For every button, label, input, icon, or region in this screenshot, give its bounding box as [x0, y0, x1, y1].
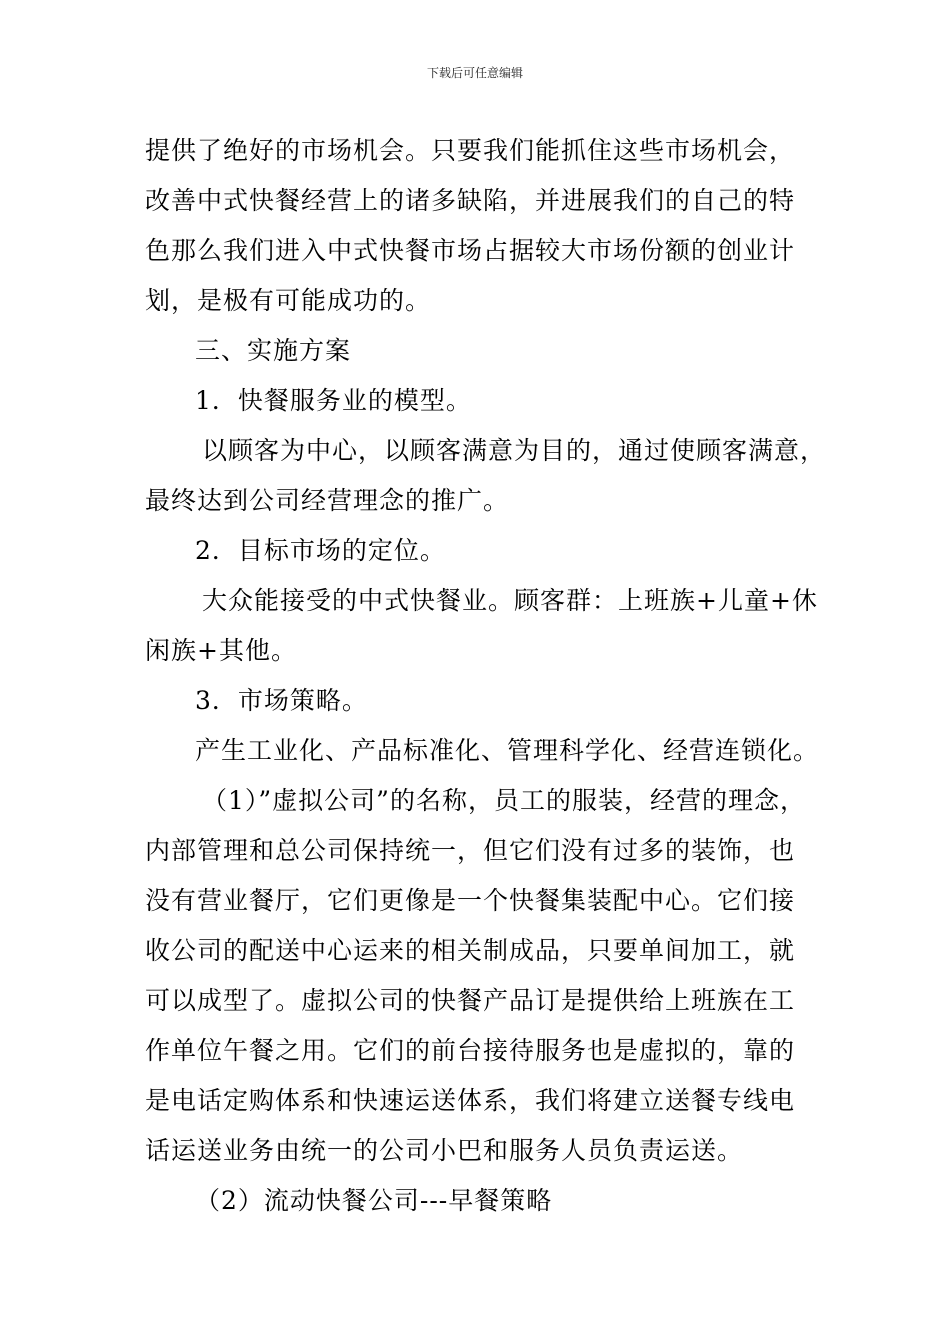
paragraph-line: 2．目标市场的定位。: [195, 536, 446, 565]
paragraph-line: 最终达到公司经营理念的推广。: [145, 486, 510, 515]
paragraph-line: 划，是极有可能成功的。: [145, 286, 432, 315]
paragraph-line: 话运送业务由统一的公司小巴和服务人员负责运送。: [145, 1136, 744, 1165]
paragraph-line: （1）”虚拟公司”的名称，员工的服装，经营的理念，: [202, 786, 806, 815]
paragraph-line: 色那么我们进入中式快餐市场占据较大市场份额的创业计: [145, 236, 796, 265]
paragraph-line: 3．市场策略。: [195, 686, 368, 715]
paragraph-line: 改善中式快餐经营上的诸多缺陷，并进展我们的自己的特: [145, 186, 796, 215]
paragraph-line: 没有营业餐厅，它们更像是一个快餐集装配中心。它们接: [145, 886, 796, 915]
paragraph-line: 1．快餐服务业的模型。: [195, 386, 472, 415]
paragraph-line: 内部管理和总公司保持统一，但它们没有过多的装饰，也: [145, 836, 796, 865]
paragraph-line: 产生工业化、产品标准化、管理科学化、经营连锁化。: [195, 736, 820, 765]
paragraph-line: 以顾客为中心，以顾客满意为目的，通过使顾客满意，: [202, 436, 827, 465]
paragraph-line: 收公司的配送中心运来的相关制成品，只要单间加工，就: [145, 936, 796, 965]
paragraph-line: 大众能接受的中式快餐业。顾客群：上班族+儿童+休: [202, 586, 818, 615]
paragraph-line: 是电话定购体系和快速运送体系，我们将建立送餐专线电: [145, 1086, 796, 1115]
paragraph-line: 提供了绝好的市场机会。只要我们能抓住这些市场机会，: [145, 136, 796, 165]
page-header: 下载后可任意编辑: [426, 66, 523, 80]
document-body: [145, 126, 835, 1226]
paragraph-line: （2）流动快餐公司---早餐策略: [195, 1186, 553, 1215]
paragraph-line: 作单位午餐之用。它们的前台接待服务也是虚拟的，靠的: [145, 1036, 796, 1065]
paragraph-line: 可以成型了。虚拟公司的快餐产品订是提供给上班族在工: [145, 986, 796, 1015]
paragraph-line: 闲族+其他。: [145, 636, 297, 665]
paragraph-line: 三、实施方案: [195, 336, 352, 365]
